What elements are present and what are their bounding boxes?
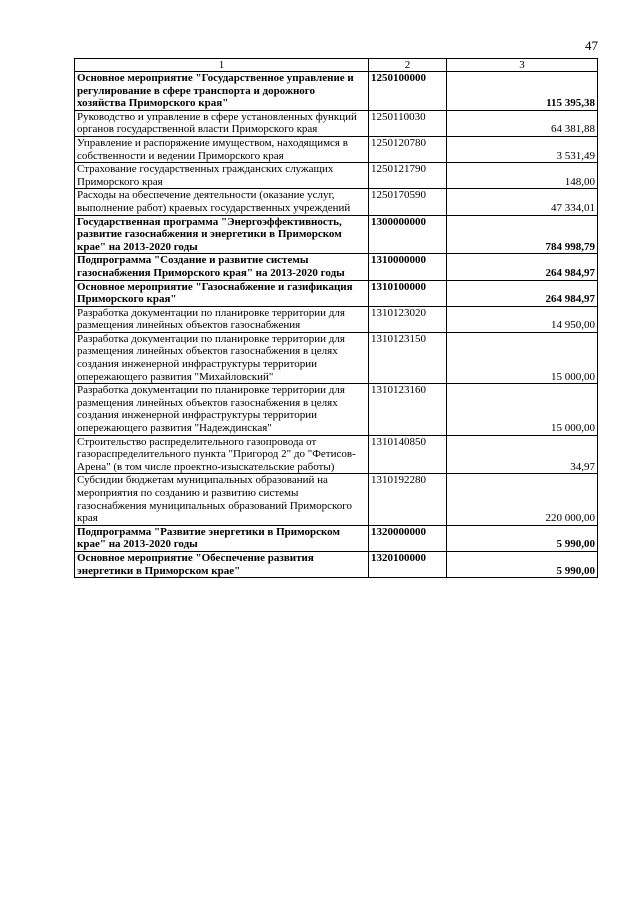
row-name-cell: Руководство и управление в сфере установленных функций органов государственной власти Приморского края — [75, 110, 369, 136]
column-header-2: 2 — [369, 59, 447, 72]
row-name-cell: Подпрограмма "Создание и развитие системы газоснабжения Приморского края" на 2013-2020 годы — [75, 254, 369, 280]
table-row — [75, 525, 598, 551]
row-name-cell: Разработка документации по планировке территории для размещения линейных объектов газоснабжения в целях создания инженерной инфраструктуры территории опережающего развития "Михайловский" — [75, 332, 369, 383]
table-row — [75, 306, 598, 332]
row-code-cell: 1310123020 — [369, 306, 447, 332]
table-header-row — [75, 59, 598, 72]
row-name-cell: Основное мероприятие "Государственное управление и регулирование в сфере транспорта и дорожного хозяйства Приморского края" — [75, 72, 369, 111]
row-code-cell: 1310192280 — [369, 474, 447, 525]
column-header-3: 3 — [447, 59, 598, 72]
page-number: 47 — [585, 38, 598, 53]
row-amount-cell: 34,97 — [447, 435, 598, 474]
row-amount-cell: 264 984,97 — [447, 254, 598, 280]
row-amount-cell: 5 990,00 — [447, 525, 598, 551]
row-amount-cell: 64 381,88 — [447, 110, 598, 136]
row-code-cell: 1310000000 — [369, 254, 447, 280]
row-code-cell: 1320100000 — [369, 551, 447, 577]
row-name-cell: Разработка документации по планировке территории для размещения линейных объектов газоснабжения — [75, 306, 369, 332]
row-name-cell: Управление и распоряжение имуществом, находящимся в собственности и ведении Приморского края — [75, 136, 369, 162]
table-row — [75, 72, 598, 111]
row-name-cell: Строительство распределительного газопровода от газораспределительного пункта "Пригород 2" до "Фетисов-Арена" (в том числе проектно-изыскательские работы) — [75, 435, 369, 474]
row-code-cell: 1310100000 — [369, 280, 447, 306]
table-row — [75, 551, 598, 577]
row-name-cell: Государственная программа "Энергоэффективность, развитие газоснабжения и энергетики в Приморском крае" на 2013-2020 годы — [75, 215, 369, 254]
row-code-cell: 1310123150 — [369, 332, 447, 383]
row-code-cell: 1250120780 — [369, 136, 447, 162]
row-name-cell: Основное мероприятие "Обеспечение развития энергетики в Приморском крае" — [75, 551, 369, 577]
row-name-cell: Основное мероприятие "Газоснабжение и газификация Приморского края" — [75, 280, 369, 306]
row-amount-cell: 5 990,00 — [447, 551, 598, 577]
table-row — [75, 435, 598, 474]
table-row — [75, 384, 598, 435]
table-row — [75, 189, 598, 215]
column-header-1: 1 — [75, 59, 369, 72]
row-amount-cell: 47 334,01 — [447, 189, 598, 215]
table-row — [75, 474, 598, 525]
table-row — [75, 280, 598, 306]
row-code-cell: 1310123160 — [369, 384, 447, 435]
row-amount-cell: 220 000,00 — [447, 474, 598, 525]
row-amount-cell: 3 531,49 — [447, 136, 598, 162]
row-amount-cell: 115 395,38 — [447, 72, 598, 111]
row-name-cell: Подпрограмма "Развитие энергетики в Приморском крае" на 2013-2020 годы — [75, 525, 369, 551]
row-name-cell: Субсидии бюджетам муниципальных образований на мероприятия по созданию и развитию системы газоснабжения муниципальных образований Приморского края — [75, 474, 369, 525]
row-name-cell: Страхование государственных гражданских служащих Приморского края — [75, 163, 369, 189]
table-row — [75, 136, 598, 162]
row-amount-cell: 148,00 — [447, 163, 598, 189]
row-amount-cell: 15 000,00 — [447, 332, 598, 383]
row-amount-cell: 15 000,00 — [447, 384, 598, 435]
row-code-cell: 1310140850 — [369, 435, 447, 474]
row-code-cell: 1250170590 — [369, 189, 447, 215]
table-row — [75, 215, 598, 254]
row-code-cell: 1250100000 — [369, 72, 447, 111]
table-row — [75, 332, 598, 383]
row-amount-cell: 14 950,00 — [447, 306, 598, 332]
row-code-cell: 1250121790 — [369, 163, 447, 189]
row-amount-cell: 784 998,79 — [447, 215, 598, 254]
table-row — [75, 254, 598, 280]
row-code-cell: 1250110030 — [369, 110, 447, 136]
table-row — [75, 163, 598, 189]
row-code-cell: 1320000000 — [369, 525, 447, 551]
row-code-cell: 1300000000 — [369, 215, 447, 254]
row-amount-cell: 264 984,97 — [447, 280, 598, 306]
budget-table — [74, 58, 598, 578]
row-name-cell: Разработка документации по планировке территории для размещения линейных объектов газоснабжения в целях создания инженерной инфраструктуры территории опережающего развития "Надеждинская" — [75, 384, 369, 435]
row-name-cell: Расходы на обеспечение деятельности (оказание услуг, выполнение работ) краевых государственных учреждений — [75, 189, 369, 215]
table-row — [75, 110, 598, 136]
